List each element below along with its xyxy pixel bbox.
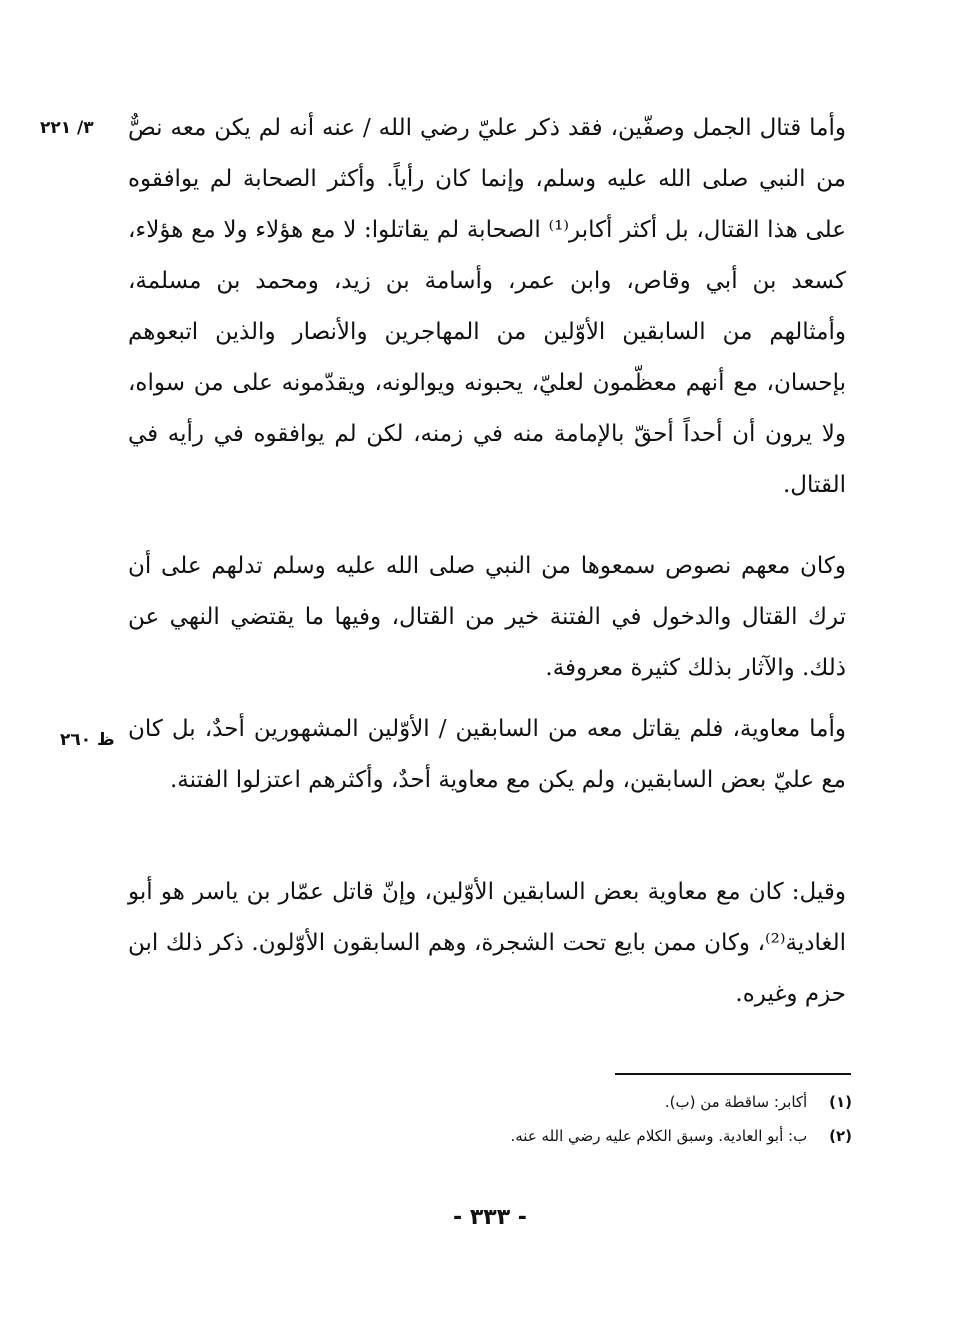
footnote-item	[300, 1119, 852, 1153]
footnote-number: (٢)	[829, 1127, 852, 1145]
footnotes-list	[300, 1085, 852, 1153]
page-number: - ٣٣٣ -	[453, 1205, 527, 1230]
footnote-number: (١)	[829, 1093, 852, 1111]
footnote-separator	[615, 1073, 851, 1075]
paragraph-ammar-killer: وقيل: كان مع معاوية بعض السابقين الأوّلين، وإنّ قاتل عمّار بن ياسر هو أبو الغادية⁽²⁾، وكان ممن بايع تحت الشجرة، وهم السابقون الأوّلون. ذكر ذلك ابن حزم وغيره.	[128, 879, 846, 1007]
footnote-text: أكابر: ساقطة من (ب).	[664, 1093, 808, 1111]
paragraph-muawiya: وأما معاوية، فلم يقاتل معه من السابقين / الأوّلين المشهورين أحدٌ، بل كان مع عليّ بعض السابقين، ولم يكن مع معاوية أحدٌ، وأكثرهم اعتزلوا الفتنة.	[128, 716, 846, 793]
footnote-text: ب: أبو العادية. وسبق الكلام عليه رضي الله عنه.	[510, 1127, 808, 1145]
footnote-item	[300, 1085, 852, 1119]
paragraph-texts-on-fitna: وكان معهم نصوص سمعوها من النبي صلى الله عليه وسلم تدلهم على أن ترك القتال والدخول في الفتنة خير من القتال، وفيها ما يقتضي النهي عن ذلك. والآثار بذلك كثيرة معروفة.	[128, 553, 846, 681]
margin-manuscript-folio-reference: ظ ٢٦٠	[60, 730, 115, 750]
paragraph-jamal-siffin: وأما قتال الجمل وصفّين، فقد ذكر عليّ رضي الله / عنه أنه لم يكن معه نصٌّ من النبي صلى الله عليه وسلم، وإنما كان رأياً. وأكثر الصحابة لم يوافقوه على هذا القتال، بل أكثر أكابر⁽¹⁾ الصحابة لم يقاتلوا: لا مع هؤلاء ولا مع هؤلاء، كسعد بن أبي وقاص، وابن عمر، وأسامة بن زيد، ومحمد بن مسلمة، وأمثالهم من السابقين الأوّلين من المهاجرين والأنصار والذين اتبعوهم بإحسان، مع أنهم معظّمون لعليّ، يحبونه ويوالونه، ويقدّمونه على من سواه، ولا يرون أن أحداً أحقّ بالإمامة منه في زمنه، لكن لم يوافقوه في رأيه في القتال.	[128, 115, 846, 498]
margin-volume-page-reference: ٣/ ٢٢١	[40, 118, 94, 138]
